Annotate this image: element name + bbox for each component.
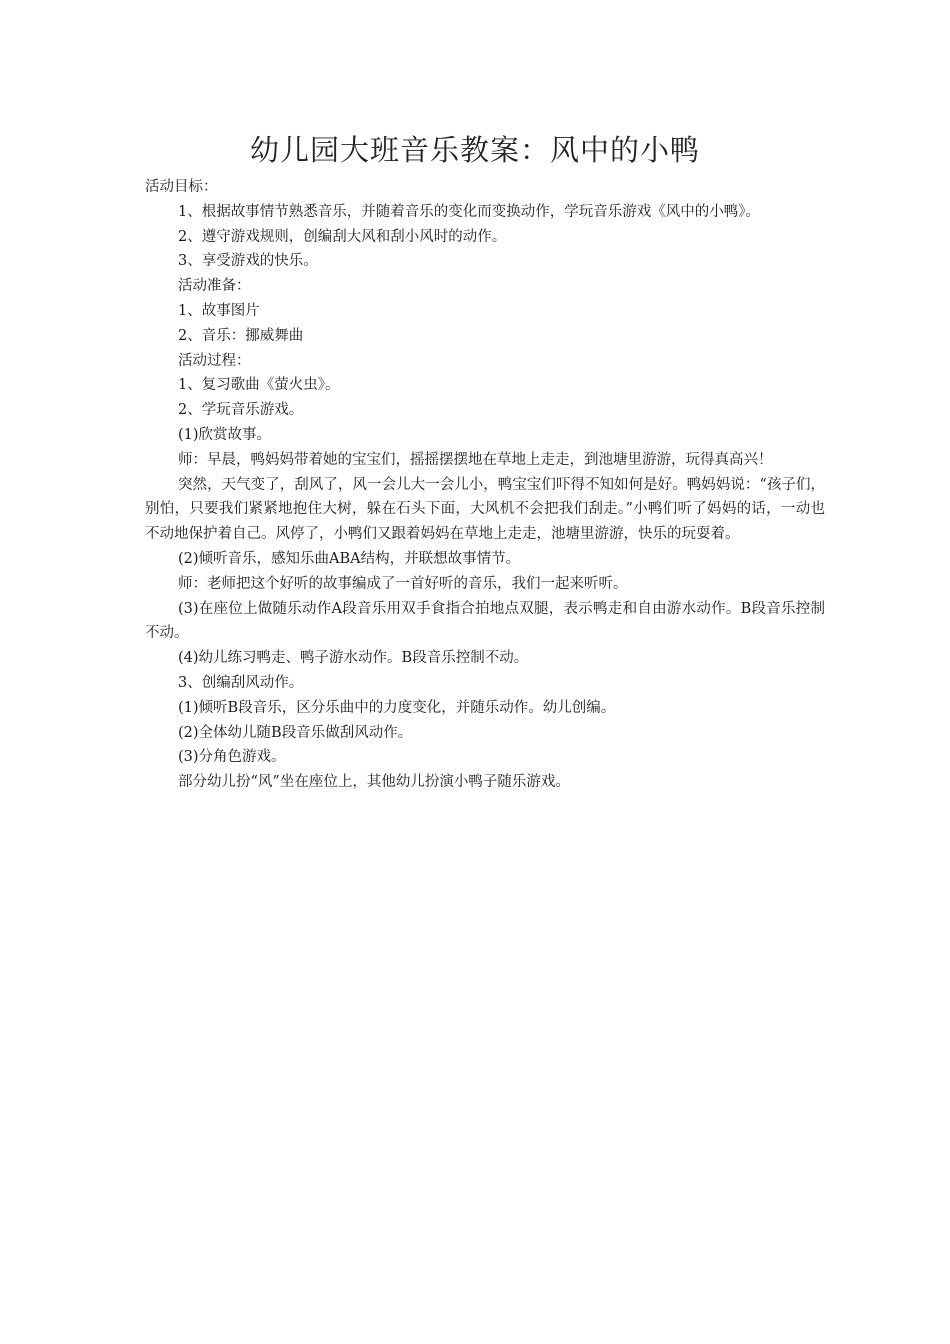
teacher-line: 师：老师把这个好听的故事编成了一首好听的音乐，我们一起来听听。 [178,575,628,592]
document-body [145,175,825,795]
wind-substep-3: (3)分角色游戏。 [178,749,286,766]
objective-item-2: 2、遵守游戏规则，创编刮大风和刮小风时的动作。 [178,228,507,245]
preparation-item-2: 2、音乐：挪威舞曲 [178,327,304,344]
heading-process: 活动过程： [178,352,251,369]
wind-substep-2: (2)全体幼儿随B段音乐做刮风动作。 [178,724,413,741]
process-step-3: 3、创编刮风动作。 [178,674,304,691]
story-paragraph-1: 师：早晨，鸭妈妈带着她的宝宝们，摇摇摆摆地在草地上走走，到池塘里游游，玩得真高兴！ [178,451,773,468]
process-substep-listen: (2)倾听音乐，感知乐曲ABA结构，并联想故事情节。 [178,550,521,567]
objective-item-1: 1、根据故事情节熟悉音乐，并随着音乐的变化而变换动作，学玩音乐游戏《风中的小鸭》。 [178,203,760,220]
wind-substep-1: (1)倾听B段音乐，区分乐曲中的力度变化，并随乐动作。幼儿创编。 [178,699,616,716]
story-paragraph-2: 突然，天气变了，刮风了，风一会儿大一会儿小，鸭宝宝们吓得不知如何是好。鸭妈妈说：“孩子们，别怕，只要我们紧紧地抱住大树，躲在石头下面，大风机不会把我们刮走。”小鸭们听了妈妈的话，一动也不动地保护着自己。风停了，小鸭们又跟着妈妈在草地上走走，池塘里游游，快乐的玩耍着。 [145,476,825,543]
document-title: 幼儿园大班音乐教案：风中的小鸭 [249,133,700,167]
heading-preparation: 活动准备： [178,278,251,295]
process-step-1: 1、复习歌曲《萤火虫》。 [178,377,340,394]
process-substep-seated-action: (3)在座位上做随乐动作A段音乐用双手食指合拍地点双腿，表示鸭走和自由游水动作。B段音乐控制不动。 [145,600,825,642]
objective-item-3: 3、享受游戏的快乐。 [178,253,318,270]
role-play-description: 部分幼儿扮“风”坐在座位上，其他幼儿扮演小鸭子随乐游戏。 [178,774,570,791]
process-substep-practice: (4)幼儿练习鸭走、鸭子游水动作。B段音乐控制不动。 [178,650,529,667]
process-substep-story: (1)欣赏故事。 [178,426,272,443]
heading-objectives: 活动目标： [145,179,218,195]
preparation-item-1: 1、故事图片 [178,302,260,319]
process-step-2: 2、学玩音乐游戏。 [178,402,304,419]
